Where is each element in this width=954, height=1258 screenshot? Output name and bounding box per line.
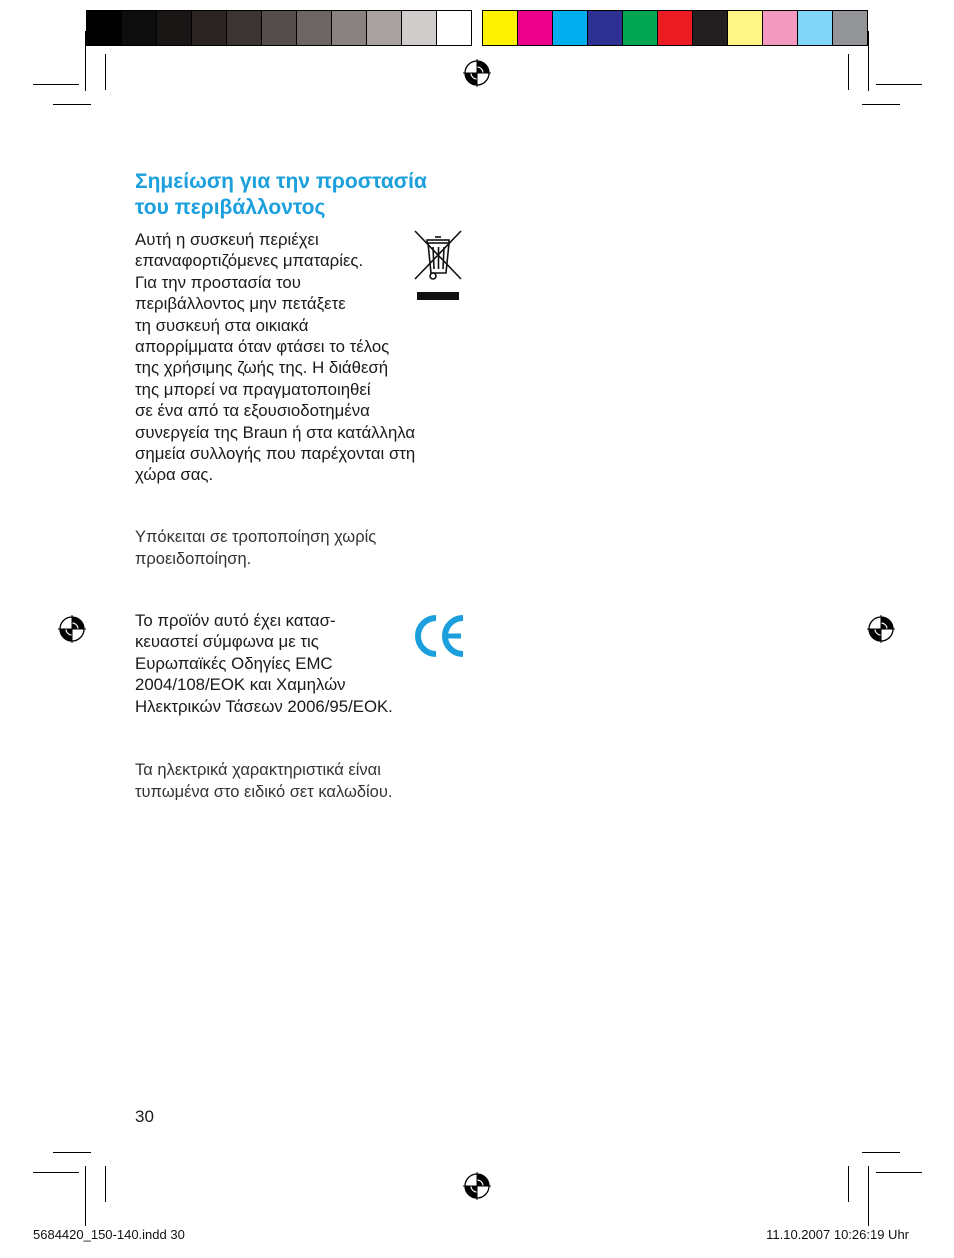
heading-line: του περιβάλλοντος: [135, 196, 326, 219]
color-patch: [122, 11, 157, 45]
text-line: τη συσκευή στα οικιακά: [135, 315, 309, 335]
text-line: Τα ηλεκτρικά χαρακτηριστικά είναι: [135, 761, 381, 779]
registration-mark-icon: [463, 1172, 491, 1200]
text-line: Αυτή η συσκευή περιέχει: [135, 230, 319, 249]
text-line: κευαστεί σύμφωνα με τις: [135, 632, 319, 652]
registration-mark-icon: [867, 615, 895, 643]
color-patch: [297, 11, 332, 45]
text-line: χώρα σας.: [135, 465, 214, 485]
text-line: σε ένα από τα εξουσιοδοτημένα: [135, 401, 370, 421]
notice-paragraph: [135, 527, 376, 570]
text-line: απορρίμματα όταν φτάσει το τέλος: [135, 337, 390, 357]
section-heading: [135, 169, 495, 221]
text-line: συνεργεία της Braun ή στα κατάλληλα: [135, 422, 416, 442]
page-number: 30: [135, 1107, 154, 1126]
process-color-bar: [482, 10, 868, 46]
color-patch: [658, 11, 693, 45]
text-line: της χρήσιμης ζωής της. Η διάθεσή: [135, 358, 389, 378]
color-patch: [728, 11, 763, 45]
text-line: 2004/108/ΕΟΚ και Χαμηλών: [135, 675, 346, 695]
color-patch: [693, 11, 728, 45]
color-patch: [437, 11, 471, 45]
text-line: Υπόκειται σε τροποποίηση χωρίς: [135, 528, 377, 546]
color-patch: [833, 11, 867, 45]
text-line: προειδοποίηση.: [135, 549, 252, 568]
grayscale-color-bar: [86, 10, 472, 46]
crossed-out-wheelie-bin-icon: [413, 229, 463, 301]
footer-file-name: 5684420_150-140.indd 30: [33, 1227, 185, 1242]
color-patch: [262, 11, 297, 45]
color-patch: [553, 11, 588, 45]
color-patch: [157, 11, 192, 45]
color-patch: [192, 11, 227, 45]
color-patch: [402, 11, 437, 45]
text-line: επαναφορτιζόμενες μπαταρίες.: [135, 251, 364, 271]
text-line: Ηλεκτρικών Τάσεων 2006/95/ΕΟΚ.: [135, 696, 393, 716]
color-patch: [763, 11, 798, 45]
footer-timestamp: 11.10.2007 10:26:19 Uhr: [766, 1227, 909, 1242]
ce-mark-icon: [411, 613, 465, 659]
color-patch: [588, 11, 623, 45]
text-line: περιβάλλοντος μην πετάξετε: [135, 294, 346, 314]
text-line: τυπωμένα στο ειδικό σετ καλωδίου.: [135, 782, 393, 801]
color-patch: [483, 11, 518, 45]
color-patch: [367, 11, 402, 45]
text-line: Ευρωπαϊκές Οδηγίες EMC: [135, 653, 333, 673]
text-line: Για την προστασία του: [135, 272, 301, 292]
color-patch: [623, 11, 658, 45]
color-patch: [227, 11, 262, 45]
ce-paragraph: [135, 610, 393, 717]
color-patch: [518, 11, 553, 45]
registration-mark-icon: [463, 59, 491, 87]
registration-mark-icon: [58, 615, 86, 643]
text-line: σημεία συλλογής που παρέχονται στη: [135, 444, 416, 464]
text-line: Το προϊόν αυτό έχει κατασ-: [135, 611, 336, 630]
color-patch: [798, 11, 833, 45]
color-patch: [87, 11, 122, 45]
electrical-paragraph: [135, 760, 392, 803]
text-line: της μπορεί να πραγματοποιηθεί: [135, 379, 371, 399]
color-patch: [332, 11, 367, 45]
heading-line: Σημείωση για την προστασία: [135, 170, 427, 193]
